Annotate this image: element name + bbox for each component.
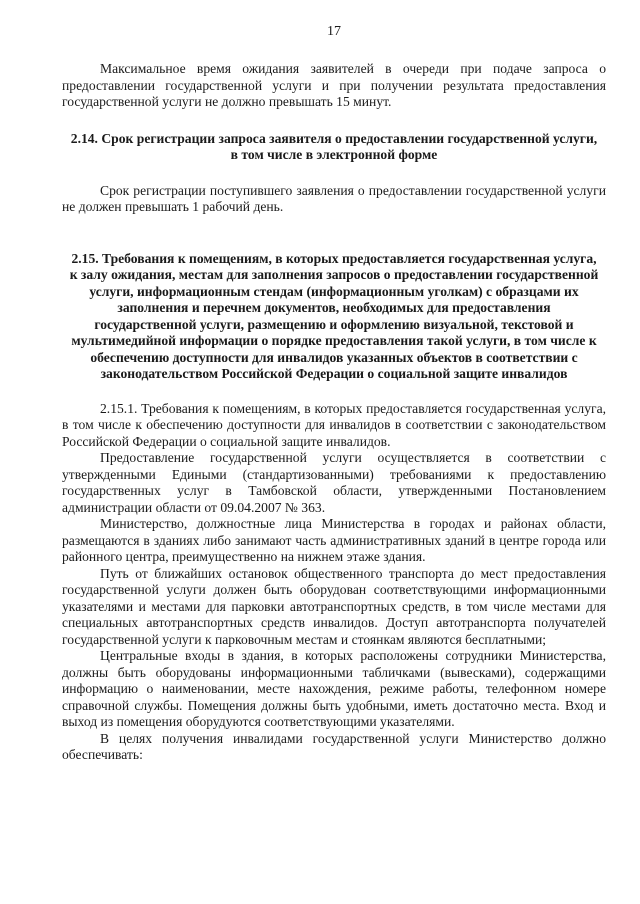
paragraph-disabled-access: В целях получения инвалидами государственной услуги Министерство должно обеспечивать: — [62, 730, 606, 762]
paragraph-transport-access: Путь от ближайших остановок общественного транспорта до мест предоставления государственной услуги должен быть оборудован соответствующими информационными указателями и местами для парковки автотранспортных средств, в том числе местами для специальных автотранспортных средств инвалидов. Доступ автотранспорта получателей государственной услуги к парковочным местам и стоянкам являются бесплатными; — [62, 565, 606, 647]
paragraph-entrances: Центральные входы в здания, в которых расположены сотрудники Министерства, должны быть оборудованы информационными табличками (вывесками), содержащими информацию о наименовании, месте нахождения, режиме работы, телефонном номере справочной службы. Помещения должны быть удобными, иметь достаточно места. Вход и выход из помещения оборудуются соответствующими указателями. — [62, 648, 606, 729]
paragraph-waiting-time: Максимальное время ожидания заявителей в очереди при подаче запроса о предоставлении государственной услуги и при получении результата предоставления государственной услуги не должно превышать 15 минут. — [62, 61, 606, 109]
section-heading-2-15: 2.15. Требования к помещениям, в которых предоставляется государственная услуга, к залу ожидания, местам для заполнения запросов о предоставлении государственной услуги, информационным стендам (информационным уголкам) с образцами их заполнения и перечнем документов, необходимых для предоставления государственной услуги, размещению и оформлению визуальной, текстовой и мультимедийной информации о порядке предоставления такой услуги, в том числе к обеспечению доступности для инвалидов указанных объектов в соответствии с законодательством Российской Федерации о социальной защите инвалидов — [69, 250, 599, 381]
paragraph-2-15-1: 2.15.1. Требования к помещениям, в которых предоставляется государственная услуга, в том числе к обеспечению доступности для инвалидов в соответствии с законодательством Российской Федерации о социальной защите инвалидов. — [62, 400, 606, 449]
paragraph-registration-term: Срок регистрации поступившего заявления о предоставлении государственной услуги не должен превышать 1 рабочий день. — [62, 182, 606, 214]
paragraph-standards: Предоставление государственной услуги осуществляется в соответствии с утвержденными Едиными (стандартизованными) требованиями к предоставлению государственных услуг в Тамбовской области, утвержденными Постановлением администрации области от 09.04.2007 № 363. — [62, 450, 606, 515]
page-number: 17 — [327, 24, 341, 39]
paragraph-ministry-location: Министерство, должностные лица Министерства в городах и районах области, размещаются в зданиях либо занимают часть административных зданий в центре города или районного центра, преимущественно на нижнем этаже здания. — [62, 516, 606, 564]
document-page — [62, 24, 606, 764]
section-heading-2-14: 2.14. Срок регистрации запроса заявителя о предоставлении государственной услуги, в том числе в электронной форме — [70, 130, 598, 162]
